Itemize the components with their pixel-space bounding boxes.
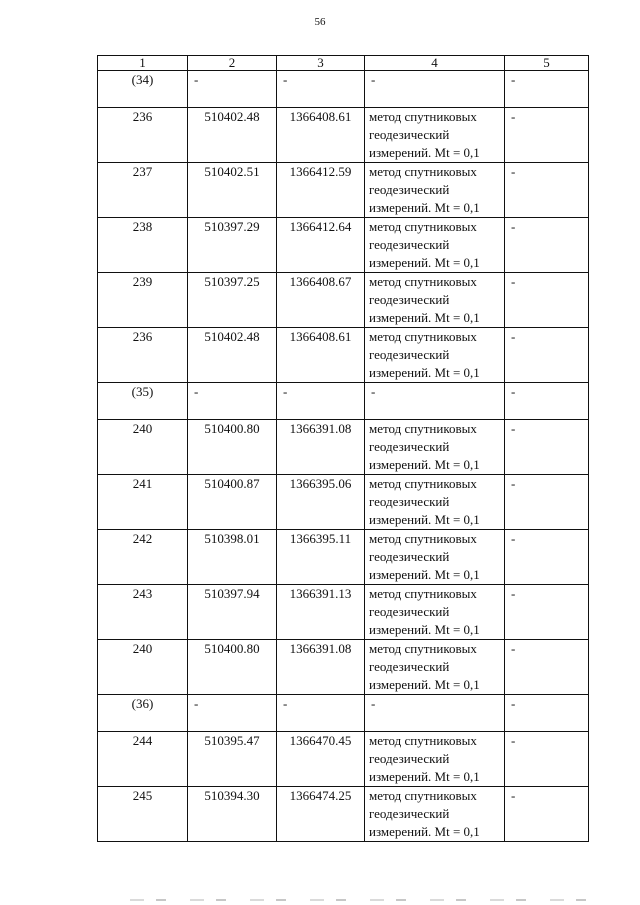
table-row — [98, 273, 589, 328]
y-coordinate-cell: 1366470.45 — [277, 732, 365, 787]
y-coordinate-cell: 1366474.25 — [277, 787, 365, 842]
x-coordinate-cell: 510400.80 — [188, 640, 277, 695]
point-number-cell: 238 — [98, 218, 188, 273]
point-number-cell: 239 — [98, 273, 188, 328]
table-group-row — [98, 383, 589, 420]
method-cell: - — [365, 71, 505, 108]
method-cell: метод спутниковых геодезический измерений. Mt = 0,1 — [365, 475, 505, 530]
x-coordinate-cell: 510400.80 — [188, 420, 277, 475]
column-header: 3 — [277, 56, 365, 71]
method-cell: метод спутниковых геодезический измерений. Mt = 0,1 — [365, 640, 505, 695]
table-row — [98, 585, 589, 640]
x-coordinate-cell: - — [188, 695, 277, 732]
x-coordinate-cell: 510402.48 — [188, 328, 277, 383]
x-coordinate-cell: 510397.25 — [188, 273, 277, 328]
point-number-cell: 244 — [98, 732, 188, 787]
x-coordinate-cell: 510402.51 — [188, 163, 277, 218]
point-number-cell: 241 — [98, 475, 188, 530]
page-bottom-edge — [0, 893, 640, 905]
point-number-cell: 242 — [98, 530, 188, 585]
note-cell: - — [505, 163, 589, 218]
y-coordinate-cell: 1366412.64 — [277, 218, 365, 273]
point-number-cell: 243 — [98, 585, 188, 640]
method-cell: метод спутниковых геодезический измерений. Mt = 0,1 — [365, 787, 505, 842]
x-coordinate-cell: 510398.01 — [188, 530, 277, 585]
table-group-row — [98, 695, 589, 732]
x-coordinate-cell: 510397.94 — [188, 585, 277, 640]
method-cell: метод спутниковых геодезический измерений. Mt = 0,1 — [365, 420, 505, 475]
y-coordinate-cell: 1366395.11 — [277, 530, 365, 585]
y-coordinate-cell: 1366395.06 — [277, 475, 365, 530]
x-coordinate-cell: 510394.30 — [188, 787, 277, 842]
point-number-cell: (36) — [98, 695, 188, 732]
column-header: 2 — [188, 56, 277, 71]
table-body — [98, 56, 589, 842]
x-coordinate-cell: - — [188, 383, 277, 420]
point-number-cell: (34) — [98, 71, 188, 108]
y-coordinate-cell: - — [277, 383, 365, 420]
coordinates-table — [97, 55, 589, 842]
note-cell: - — [505, 218, 589, 273]
point-number-cell: 240 — [98, 640, 188, 695]
table-group-row — [98, 71, 589, 108]
note-cell: - — [505, 108, 589, 163]
note-cell: - — [505, 383, 589, 420]
method-cell: - — [365, 695, 505, 732]
note-cell: - — [505, 732, 589, 787]
bleed-through-line — [130, 899, 610, 901]
y-coordinate-cell: 1366391.08 — [277, 420, 365, 475]
method-cell: метод спутниковых геодезический измерений. Mt = 0,1 — [365, 163, 505, 218]
y-coordinate-cell: 1366408.61 — [277, 108, 365, 163]
x-coordinate-cell: - — [188, 71, 277, 108]
note-cell: - — [505, 530, 589, 585]
method-cell: - — [365, 383, 505, 420]
table-row — [98, 328, 589, 383]
method-cell: метод спутниковых геодезический измерений. Mt = 0,1 — [365, 585, 505, 640]
table-row — [98, 108, 589, 163]
point-number-cell: 240 — [98, 420, 188, 475]
table-row — [98, 787, 589, 842]
column-header: 4 — [365, 56, 505, 71]
method-cell: метод спутниковых геодезический измерений. Mt = 0,1 — [365, 328, 505, 383]
y-coordinate-cell: 1366391.08 — [277, 640, 365, 695]
point-number-cell: 236 — [98, 108, 188, 163]
method-cell: метод спутниковых геодезический измерений. Mt = 0,1 — [365, 530, 505, 585]
table-row — [98, 420, 589, 475]
note-cell: - — [505, 585, 589, 640]
table-row — [98, 163, 589, 218]
note-cell: - — [505, 640, 589, 695]
column-header: 5 — [505, 56, 589, 71]
page-number: 56 — [314, 16, 326, 28]
note-cell: - — [505, 273, 589, 328]
y-coordinate-cell: - — [277, 695, 365, 732]
y-coordinate-cell: 1366391.13 — [277, 585, 365, 640]
note-cell: - — [505, 328, 589, 383]
y-coordinate-cell: 1366408.67 — [277, 273, 365, 328]
point-number-cell: (35) — [98, 383, 188, 420]
note-cell: - — [505, 420, 589, 475]
method-cell: метод спутниковых геодезический измерений. Mt = 0,1 — [365, 732, 505, 787]
point-number-cell: 236 — [98, 328, 188, 383]
table-row — [98, 530, 589, 585]
method-cell: метод спутниковых геодезический измерений. Mt = 0,1 — [365, 108, 505, 163]
y-coordinate-cell: 1366412.59 — [277, 163, 365, 218]
y-coordinate-cell: - — [277, 71, 365, 108]
method-cell: метод спутниковых геодезический измерений. Mt = 0,1 — [365, 273, 505, 328]
method-cell: метод спутниковых геодезический измерений. Mt = 0,1 — [365, 218, 505, 273]
point-number-cell: 245 — [98, 787, 188, 842]
table-header-row — [98, 56, 589, 71]
table-row — [98, 732, 589, 787]
x-coordinate-cell: 510400.87 — [188, 475, 277, 530]
x-coordinate-cell: 510397.29 — [188, 218, 277, 273]
point-number-cell: 237 — [98, 163, 188, 218]
x-coordinate-cell: 510402.48 — [188, 108, 277, 163]
note-cell: - — [505, 787, 589, 842]
note-cell: - — [505, 695, 589, 732]
table-row — [98, 640, 589, 695]
note-cell: - — [505, 475, 589, 530]
table-row — [98, 475, 589, 530]
y-coordinate-cell: 1366408.61 — [277, 328, 365, 383]
table-row — [98, 218, 589, 273]
note-cell: - — [505, 71, 589, 108]
column-header: 1 — [98, 56, 188, 71]
x-coordinate-cell: 510395.47 — [188, 732, 277, 787]
